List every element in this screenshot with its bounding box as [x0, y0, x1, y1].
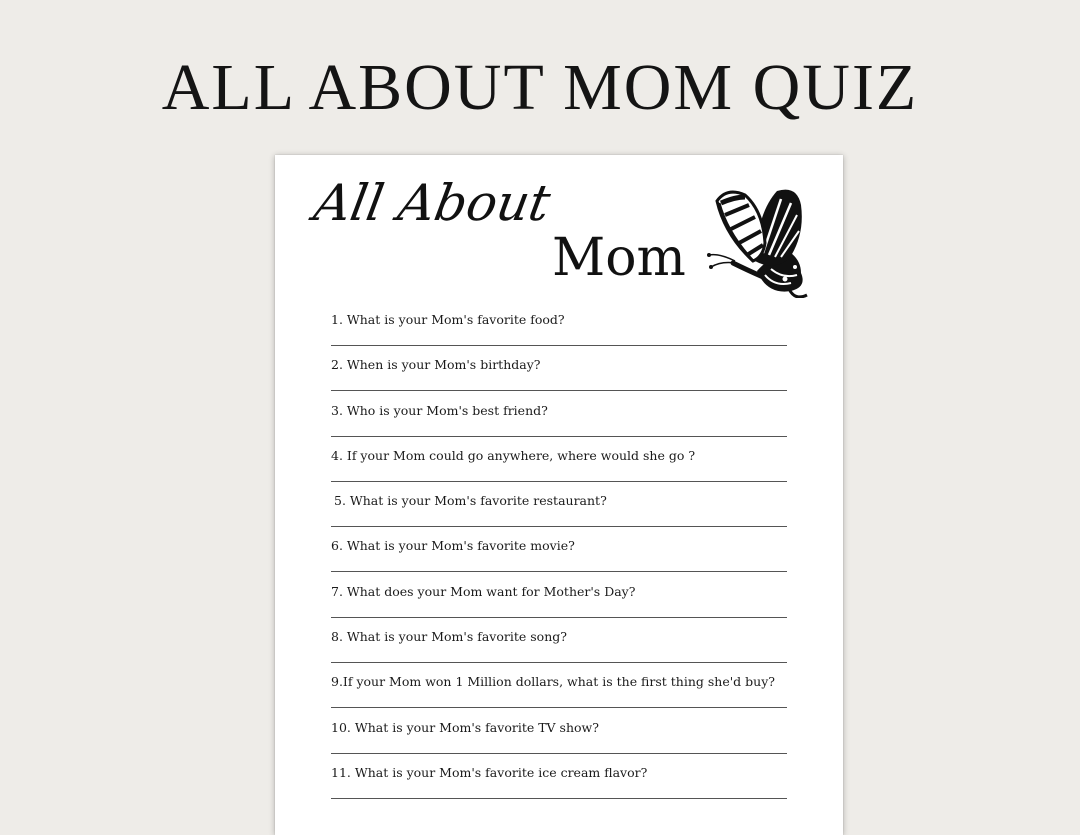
- question-text: 7. What does your Mom want for Mother's Day?: [331, 583, 636, 599]
- answer-line[interactable]: [331, 707, 787, 708]
- question-item: [331, 400, 787, 445]
- answer-line[interactable]: [331, 345, 787, 346]
- answer-line[interactable]: [331, 571, 787, 572]
- question-item: [331, 354, 787, 399]
- question-item: [331, 535, 787, 580]
- question-item: [331, 309, 787, 354]
- question-list: [331, 309, 787, 807]
- question-item: [331, 626, 787, 671]
- answer-line[interactable]: [331, 390, 787, 391]
- question-text: 3. Who is your Mom's best friend?: [331, 402, 548, 418]
- question-item: [331, 762, 787, 807]
- butterfly-icon: [705, 183, 815, 298]
- question-text: 5. What is your Mom's favorite restaurant?: [334, 493, 607, 509]
- question-text: 10. What is your Mom's favorite TV show?: [331, 719, 599, 735]
- question-text: 1. What is your Mom's favorite food?: [331, 312, 565, 327]
- quiz-sheet: [275, 155, 843, 835]
- question-item: [331, 445, 787, 490]
- answer-line[interactable]: [331, 526, 787, 527]
- question-item: [331, 671, 787, 716]
- question-text: 11. What is your Mom's favorite ice cream flavor?: [331, 764, 648, 780]
- answer-line[interactable]: [331, 481, 787, 482]
- answer-line[interactable]: [331, 436, 787, 437]
- question-text: 9.If your Mom won 1 Million dollars, what is the first thing she'd buy?: [331, 674, 775, 690]
- banner-title: ALL ABOUT MOM QUIZ: [161, 51, 919, 124]
- answer-line[interactable]: [331, 617, 787, 618]
- question-text: 6. What is your Mom's favorite movie?: [331, 538, 575, 554]
- answer-line[interactable]: [331, 798, 787, 799]
- answer-line[interactable]: [331, 753, 787, 754]
- sheet-heading-main: Mom: [552, 228, 686, 288]
- answer-line[interactable]: [331, 662, 787, 663]
- question-text: 8. What is your Mom's favorite song?: [331, 629, 567, 645]
- question-text: 4. If your Mom could go anywhere, where would she go ?: [331, 447, 696, 463]
- question-text: 2. When is your Mom's birthday?: [331, 357, 541, 373]
- sheet-heading-script: All About: [309, 174, 555, 232]
- question-item: [331, 490, 787, 535]
- question-item: [331, 717, 787, 762]
- question-item: [331, 581, 787, 626]
